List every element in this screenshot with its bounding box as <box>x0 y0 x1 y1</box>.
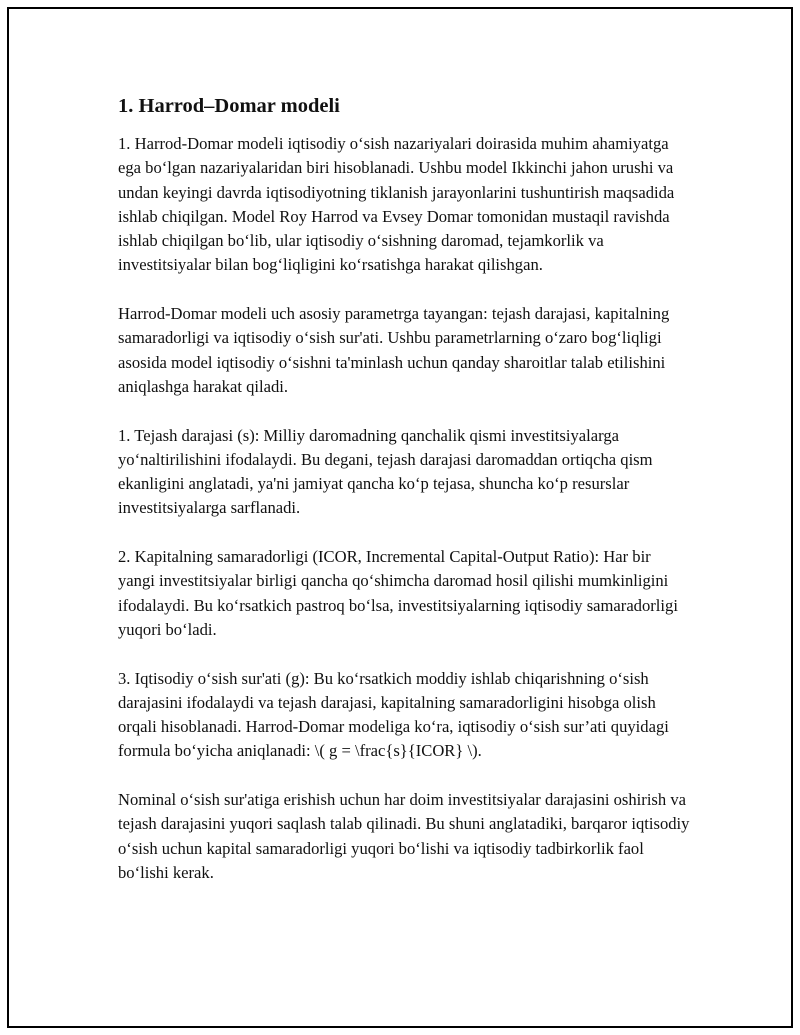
paragraph-intro: 1. Harrod-Domar modeli iqtisodiy o‘sish nazariyalari doirasida muhim ahamiyatga ega bo‘lgan nazariyalaridan biri hisoblanadi. Ushbu model Ikkinchi jahon urushi va undan keyingi davrda iqtisodiyotning tiklanish jarayonlarini tushuntirish maqsadida ishlab chiqilgan. Model Roy Harrod va Evsey Domar tomonidan mustaqil ravishda ishlab chiqilgan bo‘lib, ular iqtisodiy o‘sishning daromad, tejamkorlik va investitsiyalar bilan bog‘liqligini ko‘rsatishga harakat qilishgan. <box>118 134 675 275</box>
paragraph-conclusion: Nominal o‘sish sur'atiga erishish uchun har doim investitsiyalar darajasini oshirish va tejash darajasini yuqori saqlash talab qilinadi. Bu shuni anglatadiki, barqaror iqtisodiy o‘sish uchun kapital samaradorligi yuqori bo‘lishi va iqtisodiy tadbirkorlik faol bo‘lishi kerak. <box>118 790 690 882</box>
document-body <box>118 94 690 885</box>
paragraph-saving-rate: 1. Tejash darajasi (s): Milliy daromadning qanchalik qismi investitsiyalarga yo‘naltirilishini ifodalaydi. Bu degani, tejash darajasi daromaddan ortiqcha qism ekanligini anglatadi, ya'ni jamiyat qancha ko‘p tejasa, shuncha ko‘p resurslar investitsiyalarga sarflanadi. <box>118 425 653 518</box>
paragraph-parameters: Harrod-Domar modeli uch asosiy parametrga tayangan: tejash darajasi, kapitalning samaradorligi va iqtisodiy o‘sish sur'ati. Ushbu parametrlarning o‘zaro bog‘liqligi asosida model iqtisodiy o‘sishni ta'minlash uchun qanday sharoitlar talab etilishini aniqlashga harakat qiladi. <box>118 304 670 396</box>
paragraph-growth-rate: 3. Iqtisodiy o‘sish sur'ati (g): Bu ko‘rsatkich moddiy ishlab chiqarishning o‘sish darajasini ifodalaydi va tejash darajasi, kapitalning samaradorligini hisobga olish orqali hisoblanadi. Harrod-Domar modeliga ko‘ra, iqtisodiy o‘sish sur’ati quyidagi formula bo‘yicha aniqlanadi: \( g = \frac{s}{ICOR} \). <box>118 668 669 761</box>
paragraph-capital-efficiency: 2. Kapitalning samaradorligi (ICOR, Incremental Capital-Output Ratio): Har bir yangi investitsiyalar birligi qancha qo‘shimcha daromad hosil qilishi mumkinligini ifodalaydi. Bu ko‘rsatkich pastroq bo‘lsa, investitsiyalarning iqtisodiy samaradorligi yuqori bo‘ladi. <box>118 547 678 639</box>
section-heading: 1. Harrod–Domar modeli <box>118 95 340 117</box>
